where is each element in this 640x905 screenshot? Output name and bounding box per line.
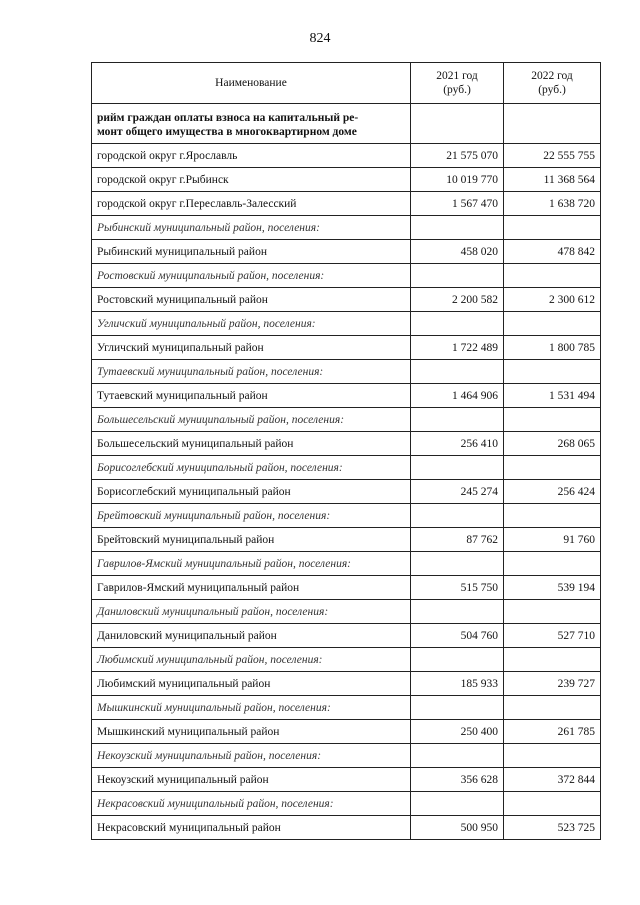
section-row xyxy=(92,264,601,288)
row-2022-cell xyxy=(504,456,601,480)
header-name: Наименование xyxy=(92,63,411,104)
row-2022-cell xyxy=(504,744,601,768)
row-name-cell: Мышкинский муниципальный район, поселения: xyxy=(92,696,411,720)
row-2021-cell: 515 750 xyxy=(411,576,504,600)
table-row xyxy=(92,720,601,744)
row-name-cell: Гаврилов-Ямский муниципальный район, поселения: xyxy=(92,552,411,576)
row-2021-cell: 250 400 xyxy=(411,720,504,744)
table-row xyxy=(92,336,601,360)
row-2022-cell xyxy=(504,504,601,528)
table-row xyxy=(92,480,601,504)
section-row xyxy=(92,696,601,720)
table-row xyxy=(92,192,601,216)
row-2021-cell xyxy=(411,648,504,672)
row-2022-cell xyxy=(504,792,601,816)
row-name-cell: Любимский муниципальный район xyxy=(92,672,411,696)
row-name-cell: Борисоглебский муниципальный район xyxy=(92,480,411,504)
row-2022-cell xyxy=(504,552,601,576)
page-number: 824 xyxy=(309,31,331,46)
row-name-cell: Ростовский муниципальный район xyxy=(92,288,411,312)
row-2022-cell: 261 785 xyxy=(504,720,601,744)
table-row xyxy=(92,576,601,600)
row-2021-cell: 1 464 906 xyxy=(411,384,504,408)
section-row xyxy=(92,360,601,384)
row-name-cell: Борисоглебский муниципальный район, поселения: xyxy=(92,456,411,480)
continuation-row xyxy=(92,104,601,144)
row-2022-cell xyxy=(504,312,601,336)
table-row xyxy=(92,768,601,792)
row-name-cell: Некрасовский муниципальный район, поселения: xyxy=(92,792,411,816)
section-row xyxy=(92,648,601,672)
section-row xyxy=(92,552,601,576)
row-2022-cell: 1 638 720 xyxy=(504,192,601,216)
row-2021-cell xyxy=(411,408,504,432)
row-name-cell: Угличский муниципальный район, поселения: xyxy=(92,312,411,336)
row-name-cell: Некоузский муниципальный район xyxy=(92,768,411,792)
row-name-cell: Большесельский муниципальный район, поселения: xyxy=(92,408,411,432)
row-2021-cell xyxy=(411,792,504,816)
row-name-cell: городской округ г.Переславль-Залесский xyxy=(92,192,411,216)
row-name-cell: Брейтовский муниципальный район, поселения: xyxy=(92,504,411,528)
section-row xyxy=(92,504,601,528)
row-2022-cell xyxy=(504,408,601,432)
row-name-cell: Тутаевский муниципальный район xyxy=(92,384,411,408)
row-2021-cell: 458 020 xyxy=(411,240,504,264)
row-2021-cell xyxy=(411,264,504,288)
row-2021-cell: 1 722 489 xyxy=(411,336,504,360)
table-header-row xyxy=(92,63,601,104)
row-name-cell: Некрасовский муниципальный район xyxy=(92,816,411,840)
row-name-cell: Тутаевский муниципальный район, поселения: xyxy=(92,360,411,384)
row-2021-cell xyxy=(411,312,504,336)
header-2021 xyxy=(411,63,504,104)
row-2021-cell: 245 274 xyxy=(411,480,504,504)
row-name-cell: городской округ г.Ярославль xyxy=(92,144,411,168)
row-2021-cell: 21 575 070 xyxy=(411,144,504,168)
row-2022-cell: 372 844 xyxy=(504,768,601,792)
row-name-cell: Даниловский муниципальный район xyxy=(92,624,411,648)
row-2022-cell: 22 555 755 xyxy=(504,144,601,168)
table-row xyxy=(92,288,601,312)
section-row xyxy=(92,744,601,768)
row-2022-cell xyxy=(504,696,601,720)
row-name-cell: Рыбинский муниципальный район xyxy=(92,240,411,264)
row-name-cell: Большесельский муниципальный район xyxy=(92,432,411,456)
row-2022-cell: 1 800 785 xyxy=(504,336,601,360)
table-row xyxy=(92,624,601,648)
row-name-cell: Любимский муниципальный район, поселения: xyxy=(92,648,411,672)
section-row xyxy=(92,600,601,624)
table-row xyxy=(92,384,601,408)
continuation-line-2: монт общего имущества в многоквартирном доме xyxy=(97,125,357,138)
row-2022-cell: 478 842 xyxy=(504,240,601,264)
row-2022-cell: 527 710 xyxy=(504,624,601,648)
row-2022-cell xyxy=(504,600,601,624)
row-2021-cell xyxy=(411,360,504,384)
table-row xyxy=(92,816,601,840)
continuation-2022-cell xyxy=(504,104,601,144)
table-row xyxy=(92,672,601,696)
row-2021-cell: 185 933 xyxy=(411,672,504,696)
row-name-cell: Некоузский муниципальный район, поселения: xyxy=(92,744,411,768)
row-name-cell: Гаврилов-Ямский муниципальный район xyxy=(92,576,411,600)
table-row xyxy=(92,432,601,456)
budget-table xyxy=(91,62,601,840)
table-row xyxy=(92,144,601,168)
header-2021-year: 2021 год xyxy=(436,70,478,82)
row-2021-cell: 1 567 470 xyxy=(411,192,504,216)
row-2021-cell: 87 762 xyxy=(411,528,504,552)
row-2021-cell xyxy=(411,456,504,480)
row-2022-cell xyxy=(504,360,601,384)
row-name-cell: Рыбинский муниципальный район, поселения: xyxy=(92,216,411,240)
row-name-cell: Угличский муниципальный район xyxy=(92,336,411,360)
row-2022-cell: 91 760 xyxy=(504,528,601,552)
header-2021-unit: (руб.) xyxy=(443,84,471,96)
row-2021-cell xyxy=(411,600,504,624)
row-name-cell: Ростовский муниципальный район, поселения: xyxy=(92,264,411,288)
row-2022-cell xyxy=(504,216,601,240)
table-row xyxy=(92,168,601,192)
row-2022-cell: 268 065 xyxy=(504,432,601,456)
row-2022-cell: 256 424 xyxy=(504,480,601,504)
section-row xyxy=(92,216,601,240)
row-name-cell: Мышкинский муниципальный район xyxy=(92,720,411,744)
row-name-cell: городской округ г.Рыбинск xyxy=(92,168,411,192)
row-2021-cell xyxy=(411,552,504,576)
row-2021-cell: 356 628 xyxy=(411,768,504,792)
row-name-cell: Даниловский муниципальный район, поселения: xyxy=(92,600,411,624)
row-2021-cell xyxy=(411,504,504,528)
row-2022-cell xyxy=(504,648,601,672)
row-2021-cell: 10 019 770 xyxy=(411,168,504,192)
section-row xyxy=(92,456,601,480)
row-2021-cell xyxy=(411,696,504,720)
continuation-cell xyxy=(92,104,411,144)
row-2021-cell: 500 950 xyxy=(411,816,504,840)
continuation-line-1: рийм граждан оплаты взноса на капитальный ре- xyxy=(97,111,359,124)
header-2022 xyxy=(504,63,601,104)
row-2022-cell: 539 194 xyxy=(504,576,601,600)
row-2022-cell xyxy=(504,264,601,288)
table-row xyxy=(92,528,601,552)
row-2022-cell: 11 368 564 xyxy=(504,168,601,192)
row-2021-cell xyxy=(411,744,504,768)
row-2022-cell: 1 531 494 xyxy=(504,384,601,408)
section-row xyxy=(92,792,601,816)
row-name-cell: Брейтовский муниципальный район xyxy=(92,528,411,552)
row-2022-cell: 2 300 612 xyxy=(504,288,601,312)
table-row xyxy=(92,240,601,264)
header-2022-year: 2022 год xyxy=(531,70,573,82)
row-2021-cell xyxy=(411,216,504,240)
row-2021-cell: 504 760 xyxy=(411,624,504,648)
continuation-2021-cell xyxy=(411,104,504,144)
section-row xyxy=(92,408,601,432)
row-2022-cell: 523 725 xyxy=(504,816,601,840)
row-2021-cell: 256 410 xyxy=(411,432,504,456)
row-2022-cell: 239 727 xyxy=(504,672,601,696)
row-2021-cell: 2 200 582 xyxy=(411,288,504,312)
section-row xyxy=(92,312,601,336)
header-2022-unit: (руб.) xyxy=(538,84,566,96)
